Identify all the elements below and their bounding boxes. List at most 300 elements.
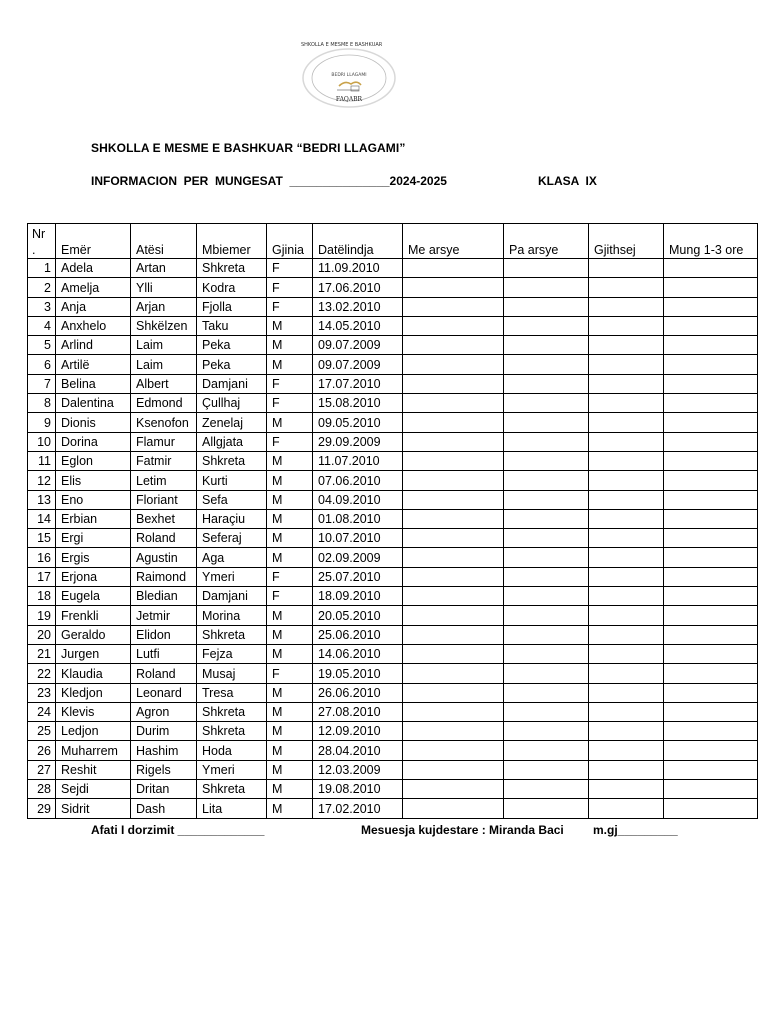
cell-absence-1-3-hours [664,413,758,432]
cell-total [589,394,664,413]
column-header-excused: Me arsye [403,224,504,259]
cell-absence-1-3-hours [664,760,758,779]
cell-total [589,529,664,548]
cell-birth-date: 10.07.2010 [313,529,403,548]
cell-gender: F [267,259,313,278]
cell-absence-1-3-hours [664,451,758,470]
class-teacher-line: Mesuesja kujdestare : Miranda Baci [361,823,564,837]
cell-surname: Tresa [197,683,267,702]
cell-total [589,664,664,683]
cell-unexcused [504,259,589,278]
cell-first-name: Frenkli [56,606,131,625]
cell-birth-date: 27.08.2010 [313,702,403,721]
cell-absence-1-3-hours [664,625,758,644]
cell-surname: Peka [197,355,267,374]
cell-birth-date: 17.02.2010 [313,799,403,818]
cell-excused [403,760,504,779]
cell-father-name: Ksenofon [131,413,197,432]
table-row [28,683,758,702]
cell-birth-date: 11.07.2010 [313,451,403,470]
column-header-first-name: Emër [56,224,131,259]
cell-excused [403,644,504,663]
cell-absence-1-3-hours [664,278,758,297]
school-logo [301,42,397,108]
cell-first-name: Ledjon [56,722,131,741]
cell-father-name: Dritan [131,780,197,799]
cell-total [589,606,664,625]
logo-inner-text: BEDRI LLAGAMI [331,73,367,78]
cell-birth-date: 25.06.2010 [313,625,403,644]
table-row [28,413,758,432]
table-row [28,587,758,606]
cell-total [589,490,664,509]
cell-father-name: Raimond [131,567,197,586]
table-row [28,644,758,663]
cell-total [589,741,664,760]
cell-first-name: Ergi [56,529,131,548]
cell-unexcused [504,413,589,432]
cell-unexcused [504,683,589,702]
cell-unexcused [504,509,589,528]
cell-excused [403,625,504,644]
cell-gender: M [267,355,313,374]
cell-absence-1-3-hours [664,316,758,335]
cell-total [589,548,664,567]
cell-surname: Damjani [197,587,267,606]
cell-gender: F [267,278,313,297]
cell-birth-date: 12.09.2010 [313,722,403,741]
cell-gender: M [267,413,313,432]
cell-unexcused [504,780,589,799]
cell-unexcused [504,799,589,818]
cell-nr: 13 [28,490,56,509]
cell-excused [403,336,504,355]
cell-absence-1-3-hours [664,297,758,316]
cell-birth-date: 15.08.2010 [313,394,403,413]
cell-nr: 21 [28,644,56,663]
cell-gender: M [267,336,313,355]
table-row [28,297,758,316]
cell-gender: F [267,664,313,683]
cell-surname: Damjani [197,374,267,393]
cell-absence-1-3-hours [664,702,758,721]
cell-first-name: Reshit [56,760,131,779]
cell-unexcused [504,529,589,548]
cell-surname: Shkreta [197,702,267,721]
cell-surname: Shkreta [197,722,267,741]
cell-first-name: Klevis [56,702,131,721]
cell-nr: 24 [28,702,56,721]
cell-unexcused [504,297,589,316]
cell-gender: M [267,644,313,663]
cell-unexcused [504,567,589,586]
cell-surname: Shkreta [197,451,267,470]
cell-excused [403,432,504,451]
cell-excused [403,413,504,432]
cell-nr: 5 [28,336,56,355]
cell-gender: M [267,799,313,818]
cell-gender: F [267,567,313,586]
table-row [28,394,758,413]
cell-nr: 18 [28,587,56,606]
table-row [28,702,758,721]
cell-first-name: Sidrit [56,799,131,818]
table-body [28,259,758,819]
table-row [28,529,758,548]
cell-gender: M [267,490,313,509]
cell-unexcused [504,625,589,644]
cell-total [589,799,664,818]
table-row [28,336,758,355]
cell-total [589,413,664,432]
cell-unexcused [504,644,589,663]
cell-birth-date: 25.07.2010 [313,567,403,586]
table-row [28,451,758,470]
cell-absence-1-3-hours [664,259,758,278]
cell-father-name: Durim [131,722,197,741]
cell-father-name: Elidon [131,625,197,644]
cell-gender: M [267,760,313,779]
cell-unexcused [504,606,589,625]
cell-surname: Lita [197,799,267,818]
cell-excused [403,394,504,413]
cell-gender: M [267,451,313,470]
table-row [28,799,758,818]
cell-unexcused [504,548,589,567]
cell-excused [403,355,504,374]
cell-first-name: Muharrem [56,741,131,760]
cell-first-name: Amelja [56,278,131,297]
cell-first-name: Klaudia [56,664,131,683]
table-row [28,355,758,374]
cell-nr: 16 [28,548,56,567]
cell-surname: Musaj [197,664,267,683]
cell-nr: 20 [28,625,56,644]
cell-absence-1-3-hours [664,394,758,413]
cell-unexcused [504,374,589,393]
cell-excused [403,606,504,625]
table-row [28,490,758,509]
cell-father-name: Rigels [131,760,197,779]
cell-gender: F [267,394,313,413]
cell-absence-1-3-hours [664,799,758,818]
table-row [28,259,758,278]
cell-first-name: Elis [56,471,131,490]
cell-total [589,297,664,316]
cell-first-name: Geraldo [56,625,131,644]
cell-surname: Fjolla [197,297,267,316]
cell-excused [403,780,504,799]
cell-surname: Hoda [197,741,267,760]
cell-surname: Shkreta [197,259,267,278]
cell-excused [403,316,504,335]
cell-gender: M [267,625,313,644]
cell-surname: Allgjata [197,432,267,451]
cell-father-name: Jetmir [131,606,197,625]
cell-first-name: Eno [56,490,131,509]
table-row [28,625,758,644]
cell-birth-date: 20.05.2010 [313,606,403,625]
cell-nr: 28 [28,780,56,799]
cell-birth-date: 02.09.2009 [313,548,403,567]
cell-excused [403,567,504,586]
cell-unexcused [504,336,589,355]
cell-unexcused [504,451,589,470]
cell-first-name: Sejdi [56,780,131,799]
cell-total [589,432,664,451]
cell-birth-date: 09.05.2010 [313,413,403,432]
cell-first-name: Kledjon [56,683,131,702]
cell-surname: Ymeri [197,567,267,586]
cell-surname: Aga [197,548,267,567]
cell-first-name: Arlind [56,336,131,355]
deadline-line: Afati I dorzimit _____________ [91,823,265,837]
table-row [28,432,758,451]
cell-gender: M [267,471,313,490]
cell-father-name: Agustin [131,548,197,567]
cell-father-name: Shkëlzen [131,316,197,335]
cell-absence-1-3-hours [664,780,758,799]
cell-absence-1-3-hours [664,336,758,355]
cell-father-name: Albert [131,374,197,393]
logo-bottom-text: FAQABR [335,96,363,103]
cell-father-name: Dash [131,799,197,818]
table-row [28,780,758,799]
cell-gender: F [267,432,313,451]
cell-nr: 2 [28,278,56,297]
cell-surname: Ymeri [197,760,267,779]
cell-nr: 6 [28,355,56,374]
cell-gender: M [267,529,313,548]
cell-first-name: Erbian [56,509,131,528]
cell-total [589,355,664,374]
cell-unexcused [504,355,589,374]
cell-total [589,760,664,779]
cell-birth-date: 19.05.2010 [313,664,403,683]
cell-nr: 14 [28,509,56,528]
cell-first-name: Ergis [56,548,131,567]
cell-excused [403,799,504,818]
column-header-gender: Gjinia [267,224,313,259]
cell-gender: M [267,780,313,799]
cell-birth-date: 09.07.2009 [313,355,403,374]
cell-surname: Kodra [197,278,267,297]
cell-total [589,780,664,799]
cell-unexcused [504,432,589,451]
table-row [28,567,758,586]
table-header-row [28,224,758,259]
cell-surname: Zenelaj [197,413,267,432]
cell-absence-1-3-hours [664,548,758,567]
cell-nr: 4 [28,316,56,335]
cell-total [589,683,664,702]
cell-surname: Sefa [197,490,267,509]
signature-line: m.gj_________ [593,823,678,837]
cell-excused [403,471,504,490]
cell-absence-1-3-hours [664,606,758,625]
class-label: KLASA IX [538,174,597,188]
cell-surname: Fejza [197,644,267,663]
cell-unexcused [504,741,589,760]
cell-father-name: Bledian [131,587,197,606]
cell-birth-date: 28.04.2010 [313,741,403,760]
table-row [28,741,758,760]
cell-first-name: Anja [56,297,131,316]
table-row [28,316,758,335]
column-header-father-name: Atësi [131,224,197,259]
table-row [28,509,758,528]
cell-birth-date: 07.06.2010 [313,471,403,490]
cell-unexcused [504,471,589,490]
cell-nr: 12 [28,471,56,490]
cell-unexcused [504,587,589,606]
cell-birth-date: 26.06.2010 [313,683,403,702]
cell-father-name: Roland [131,664,197,683]
cell-father-name: Fatmir [131,451,197,470]
cell-excused [403,490,504,509]
column-header-nr: Nr . [28,224,56,259]
cell-excused [403,259,504,278]
cell-nr: 19 [28,606,56,625]
cell-excused [403,664,504,683]
cell-nr: 3 [28,297,56,316]
cell-birth-date: 13.02.2010 [313,297,403,316]
cell-absence-1-3-hours [664,355,758,374]
cell-nr: 23 [28,683,56,702]
cell-total [589,509,664,528]
table-row [28,278,758,297]
cell-unexcused [504,490,589,509]
cell-excused [403,741,504,760]
cell-surname: Çullhaj [197,394,267,413]
cell-nr: 11 [28,451,56,470]
column-header-absence-1-3-hours: Mung 1-3 ore [664,224,758,259]
cell-nr: 1 [28,259,56,278]
cell-excused [403,702,504,721]
cell-absence-1-3-hours [664,644,758,663]
cell-father-name: Arjan [131,297,197,316]
cell-birth-date: 29.09.2009 [313,432,403,451]
cell-unexcused [504,664,589,683]
cell-birth-date: 14.05.2010 [313,316,403,335]
cell-absence-1-3-hours [664,683,758,702]
cell-total [589,625,664,644]
cell-unexcused [504,722,589,741]
cell-absence-1-3-hours [664,509,758,528]
table-row [28,664,758,683]
cell-first-name: Eglon [56,451,131,470]
table-row [28,606,758,625]
cell-father-name: Leonard [131,683,197,702]
cell-gender: M [267,606,313,625]
column-header-surname: Mbiemer [197,224,267,259]
school-title: SHKOLLA E MESME E BASHKUAR “BEDRI LLAGAMI” [91,141,406,155]
cell-excused [403,587,504,606]
absence-info-line: INFORMACION PER MUNGESAT _______________2024-2025 [91,174,447,188]
cell-father-name: Letim [131,471,197,490]
cell-first-name: Dorina [56,432,131,451]
cell-surname: Morina [197,606,267,625]
cell-nr: 17 [28,567,56,586]
cell-surname: Haraçiu [197,509,267,528]
cell-father-name: Laim [131,336,197,355]
cell-total [589,587,664,606]
absence-table [27,223,758,819]
column-header-total: Gjithsej [589,224,664,259]
cell-father-name: Floriant [131,490,197,509]
cell-gender: M [267,548,313,567]
table-row [28,722,758,741]
cell-absence-1-3-hours [664,741,758,760]
cell-surname: Peka [197,336,267,355]
cell-total [589,644,664,663]
cell-birth-date: 12.03.2009 [313,760,403,779]
cell-birth-date: 19.08.2010 [313,780,403,799]
logo-ring-text: SHKOLLA E MESME E BASHKUAR [301,42,383,48]
cell-birth-date: 14.06.2010 [313,644,403,663]
cell-birth-date: 17.07.2010 [313,374,403,393]
cell-gender: M [267,509,313,528]
cell-surname: Shkreta [197,780,267,799]
cell-absence-1-3-hours [664,432,758,451]
cell-gender: M [267,316,313,335]
cell-nr: 29 [28,799,56,818]
cell-father-name: Edmond [131,394,197,413]
cell-excused [403,683,504,702]
cell-first-name: Eugela [56,587,131,606]
cell-nr: 25 [28,722,56,741]
cell-absence-1-3-hours [664,567,758,586]
cell-gender: M [267,702,313,721]
cell-first-name: Anxhelo [56,316,131,335]
cell-excused [403,722,504,741]
cell-unexcused [504,702,589,721]
cell-surname: Taku [197,316,267,335]
cell-excused [403,374,504,393]
cell-nr: 22 [28,664,56,683]
cell-total [589,451,664,470]
cell-unexcused [504,278,589,297]
cell-father-name: Laim [131,355,197,374]
cell-first-name: Artilë [56,355,131,374]
cell-total [589,316,664,335]
cell-father-name: Hashim [131,741,197,760]
cell-unexcused [504,394,589,413]
cell-total [589,278,664,297]
cell-first-name: Jurgen [56,644,131,663]
cell-birth-date: 01.08.2010 [313,509,403,528]
cell-birth-date: 09.07.2009 [313,336,403,355]
cell-total [589,567,664,586]
cell-nr: 7 [28,374,56,393]
cell-birth-date: 04.09.2010 [313,490,403,509]
cell-father-name: Bexhet [131,509,197,528]
cell-first-name: Belina [56,374,131,393]
column-header-unexcused: Pa arsye [504,224,589,259]
cell-total [589,259,664,278]
cell-surname: Seferaj [197,529,267,548]
cell-total [589,336,664,355]
cell-first-name: Erjona [56,567,131,586]
cell-absence-1-3-hours [664,471,758,490]
cell-father-name: Artan [131,259,197,278]
table-row [28,548,758,567]
cell-birth-date: 18.09.2010 [313,587,403,606]
cell-father-name: Ylli [131,278,197,297]
cell-gender: M [267,683,313,702]
cell-excused [403,451,504,470]
cell-nr: 9 [28,413,56,432]
